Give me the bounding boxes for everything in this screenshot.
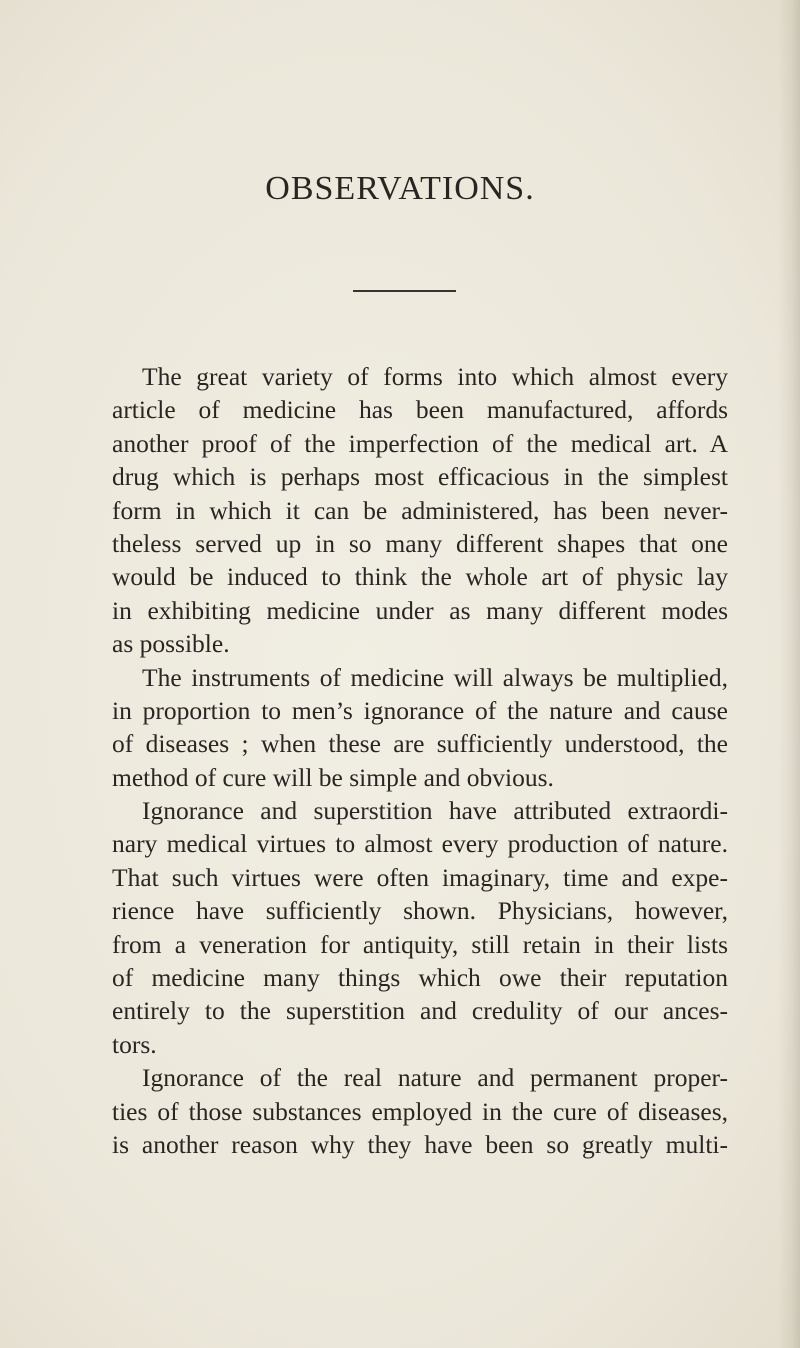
text-line: theless served up in so many different shapes that one (112, 528, 728, 558)
text-line: entirely to the superstition and credulity of our ances- (112, 996, 728, 1026)
text-line: would be induced to think the whole art of physic lay (112, 562, 728, 592)
text-line: from a veneration for antiquity, still retain in their lists (112, 929, 728, 959)
body-text (112, 360, 728, 1161)
text-line: Ignorance of the real nature and permanent proper- (142, 1063, 728, 1093)
text-line: tors. (112, 1029, 157, 1059)
text-line: rience have sufficiently shown. Physicians, however, (112, 896, 728, 926)
text-line: form in which it can be administered, has been never- (112, 495, 728, 525)
text-line: drug which is perhaps most efficacious in the simplest (112, 462, 728, 492)
heading-rule (353, 290, 456, 292)
text-line: The great variety of forms into which almost every (142, 362, 728, 391)
text-line: in proportion to men’s ignorance of the nature and cause (112, 695, 728, 725)
text-line: is another reason why they have been so greatly multi- (112, 1129, 728, 1159)
text-line: as possible. (112, 629, 230, 659)
text-line: nary medical virtues to almost every production of nature. (112, 829, 728, 859)
text-line: method of cure will be simple and obvious. (112, 762, 554, 792)
page-heading: OBSERVATIONS. (265, 170, 535, 207)
text-line: another proof of the imperfection of the medical art. A (112, 428, 728, 458)
text-line: The instruments of medicine will always be multiplied, (142, 662, 728, 692)
text-line: Ignorance and superstition have attributed extraordi- (142, 796, 728, 826)
text-line: of diseases ; when these are sufficiently understood, the (112, 729, 728, 759)
text-line: ties of those substances employed in the cure of diseases, (112, 1096, 728, 1126)
text-line: in exhibiting medicine under as many different modes (112, 595, 728, 625)
text-line: That such virtues were often imaginary, time and expe- (112, 862, 728, 892)
text-line: article of medicine has been manufactured, affords (112, 395, 728, 425)
text-line: of medicine many things which owe their reputation (112, 963, 728, 993)
